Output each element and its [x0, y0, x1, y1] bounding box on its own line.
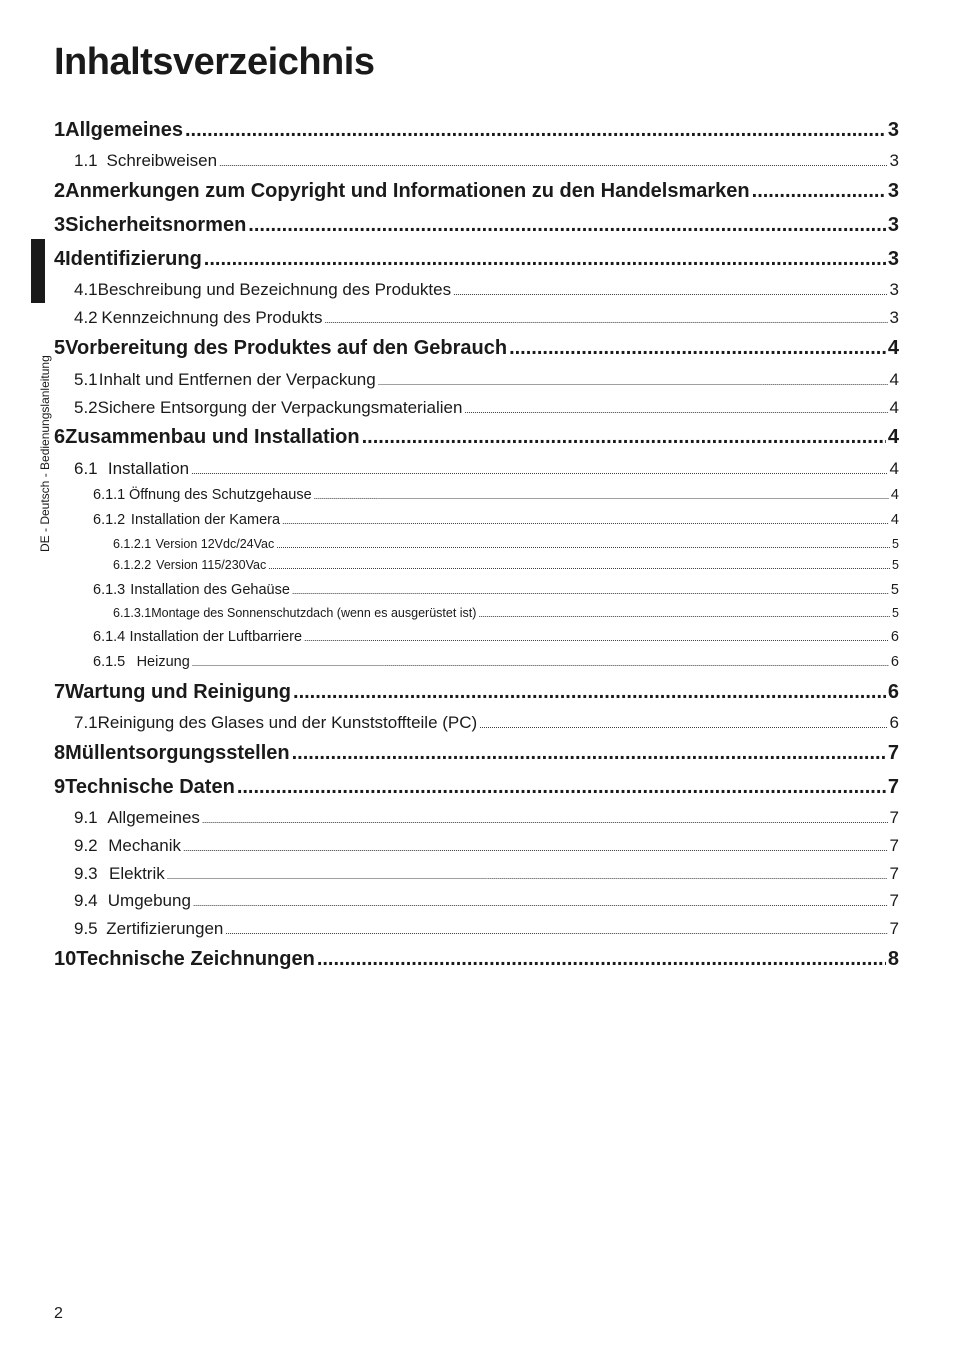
toc-page: 4 [890, 487, 899, 503]
toc-page: 7 [889, 864, 899, 883]
toc-number: 6.1.3.1 [113, 606, 152, 620]
toc-number: 9.2 [74, 836, 98, 855]
toc-entry-6-1-3-1[interactable] [113, 604, 899, 622]
toc-number: 5.1 [74, 370, 98, 389]
toc-number: 9.1 [74, 808, 98, 827]
toc-entry-6-1-3[interactable] [93, 580, 899, 600]
toc-number: 4.2 [74, 308, 98, 327]
toc-page: 5 [892, 537, 899, 551]
dot-leader [183, 836, 888, 860]
dot-leader [509, 334, 886, 362]
toc-page: 3 [889, 308, 899, 327]
toc-number: 4 [54, 248, 66, 270]
toc-page: 6 [890, 629, 899, 645]
page-title: Inhaltsverzeichnis [54, 41, 375, 83]
toc-title: Zertifizierungen [106, 919, 224, 938]
toc-number: 1.1 [74, 151, 98, 170]
dot-leader [185, 116, 886, 144]
dot-leader [478, 605, 890, 623]
toc-title: Installation des Gehaüse [130, 582, 290, 598]
toc-page: 3 [887, 119, 899, 141]
dot-leader [268, 557, 890, 575]
dot-leader [292, 739, 886, 767]
side-language-label: DE - Deutsch - Bedienungslanleitung [38, 355, 52, 552]
toc-number: 6.1.2.1 [113, 537, 152, 551]
toc-number: 6 [54, 426, 66, 448]
toc-entry-6-1[interactable] [74, 457, 899, 481]
toc-title: Technische Zeichnungen [76, 948, 315, 970]
dot-leader [219, 151, 887, 175]
dot-leader [362, 423, 886, 451]
toc-number: 7 [54, 681, 66, 703]
toc-title: Version 115/230Vac [156, 558, 267, 572]
toc-entry-6[interactable] [54, 423, 899, 451]
toc-number: 4.1 [74, 280, 98, 299]
toc-entry-2[interactable] [54, 177, 899, 205]
toc-page: 4 [889, 398, 899, 417]
dot-leader [378, 370, 888, 394]
toc-page: 6 [889, 713, 899, 732]
dot-leader [193, 891, 888, 915]
toc-number: 3 [54, 214, 66, 236]
toc-page: 6 [887, 681, 899, 703]
toc-title: Installation [107, 459, 190, 478]
toc-title: Mechanik [108, 836, 181, 855]
toc-page: 7 [887, 776, 899, 798]
toc-entry-5[interactable] [54, 334, 899, 362]
toc-number: 6.1 [74, 459, 98, 478]
dot-leader [304, 628, 889, 648]
toc-entry-9-3[interactable] [74, 862, 899, 886]
dot-leader [464, 398, 887, 422]
dot-leader [293, 678, 886, 706]
toc-page: 3 [887, 214, 899, 236]
toc-entry-7[interactable] [54, 678, 899, 706]
page-number: 2 [54, 1305, 63, 1322]
dot-leader [282, 511, 889, 531]
toc-title: Allgemeines [65, 119, 183, 141]
toc-title: Elektrik [109, 864, 165, 883]
toc-title: Wartung und Reinigung [65, 681, 292, 703]
dot-leader [317, 945, 886, 973]
toc-title: Sicherheitsnormen [65, 214, 247, 236]
toc-page: 5 [892, 558, 899, 572]
toc-title: Installation der Kamera [130, 512, 281, 528]
toc-number: 9.4 [74, 891, 98, 910]
toc-title: Heizung [136, 654, 190, 670]
toc-number: 2 [54, 180, 66, 202]
toc-entry-6-1-2[interactable] [93, 510, 899, 530]
toc-number: 5.2 [74, 398, 98, 417]
toc-number: 6.1.1 [93, 487, 126, 503]
dot-leader [225, 919, 887, 943]
toc-page: 4 [887, 426, 899, 448]
dot-leader [204, 245, 886, 273]
toc-page: 7 [889, 808, 899, 827]
toc-entry-4-1[interactable] [74, 278, 899, 302]
toc-entry-1[interactable] [54, 116, 899, 144]
toc-number: 6.1.2 [93, 512, 126, 528]
toc-entry-3[interactable] [54, 211, 899, 239]
toc-page: 7 [887, 742, 899, 764]
toc-number: 6.1.2.2 [113, 558, 152, 572]
toc-title: Montage des Sonnenschutzdach (wenn es ausgerüstet ist) [151, 606, 477, 620]
dot-leader [453, 280, 887, 304]
toc-page: 3 [889, 151, 899, 170]
dot-leader [752, 177, 886, 205]
toc-title: Umgebung [107, 891, 191, 910]
toc-page: 3 [889, 280, 899, 299]
toc-page: 5 [890, 582, 899, 598]
toc-entry-9-4[interactable] [74, 889, 899, 913]
toc-title: Anmerkungen zum Copyright und Informationen zu den Handelsmarken [65, 180, 750, 202]
toc-number: 5 [54, 337, 66, 359]
toc-title: Sichere Entsorgung der Verpackungsmaterialien [97, 398, 463, 417]
toc-entry-4-2[interactable] [74, 306, 899, 330]
toc-title: Version 12Vdc/24Vac [155, 537, 275, 551]
dot-leader [314, 486, 889, 506]
toc-entry-6-1-2-1[interactable] [113, 535, 899, 553]
dot-leader [202, 808, 888, 832]
toc-title: Beschreibung und Bezeichnung des Produktes [97, 280, 452, 299]
dot-leader [248, 211, 886, 239]
toc-title: Kennzeichnung des Produkts [101, 308, 323, 327]
toc-page: 4 [889, 459, 899, 478]
toc-page: 7 [889, 836, 899, 855]
toc-title: Zusammenbau und Installation [65, 426, 360, 448]
dot-leader [325, 308, 888, 332]
toc-number: 9.5 [74, 919, 98, 938]
toc-page: 7 [889, 891, 899, 910]
toc-entry-9[interactable] [54, 773, 899, 801]
dot-leader [192, 653, 889, 673]
toc-entry-1-1[interactable] [74, 149, 899, 173]
dot-leader [191, 459, 887, 483]
toc-entry-5-2[interactable] [74, 396, 899, 420]
toc-number: 9 [54, 776, 66, 798]
toc-entry-6-1-2-2[interactable] [113, 556, 899, 574]
toc-page: 4 [887, 337, 899, 359]
toc-page: 5 [892, 606, 899, 620]
toc-entry-9-5[interactable] [74, 917, 899, 941]
toc-title: Installation der Luftbarriere [129, 629, 303, 645]
toc-page: 3 [887, 180, 899, 202]
dot-leader [237, 773, 886, 801]
toc-title: Reinigung des Glases und der Kunststoffteile (PC) [97, 713, 478, 732]
toc-entry-10[interactable] [54, 945, 899, 973]
dot-leader [276, 536, 890, 554]
toc-number: 6.1.3 [93, 582, 126, 598]
toc-page: 4 [889, 370, 899, 389]
toc-number: 9.3 [74, 864, 98, 883]
toc-number: 1 [54, 119, 66, 141]
dot-leader [292, 581, 889, 601]
toc-title: Identifizierung [65, 248, 202, 270]
toc-page: 7 [889, 919, 899, 938]
dot-leader [479, 713, 887, 737]
toc-entry-6-1-4[interactable] [93, 627, 899, 647]
toc-entry-5-1[interactable] [74, 368, 899, 392]
toc-title: Inhalt und Entfernen der Verpackung [98, 370, 376, 389]
toc-entry-8[interactable] [54, 739, 899, 767]
toc-title: Technische Daten [65, 776, 235, 798]
toc-entry-6-1-1[interactable] [93, 485, 899, 505]
toc-page: 4 [890, 512, 899, 528]
toc-page: 6 [890, 654, 899, 670]
toc-title: Allgemeines [107, 808, 200, 827]
toc-page: 3 [887, 248, 899, 270]
toc-number: 10 [54, 948, 77, 970]
toc-entry-6-1-5[interactable] [93, 652, 899, 672]
toc-number: 6.1.4 [93, 629, 126, 645]
toc-number: 8 [54, 742, 66, 764]
toc-entry-9-1[interactable] [74, 806, 899, 830]
toc-number: 7.1 [74, 713, 98, 732]
toc-entry-7-1[interactable] [74, 711, 899, 735]
toc-title: Schreibweisen [106, 151, 218, 170]
toc-page: 8 [887, 948, 899, 970]
toc-title: Vorbereitung des Produktes auf den Gebrauch [65, 337, 508, 359]
toc-title: Öffnung des Schutzgehause [128, 487, 312, 503]
toc-title: Müllentsorgungsstellen [65, 742, 290, 764]
toc-entry-9-2[interactable] [74, 834, 899, 858]
toc-number: 6.1.5 [93, 654, 126, 670]
toc-entry-4[interactable] [54, 245, 899, 273]
dot-leader [167, 864, 888, 888]
